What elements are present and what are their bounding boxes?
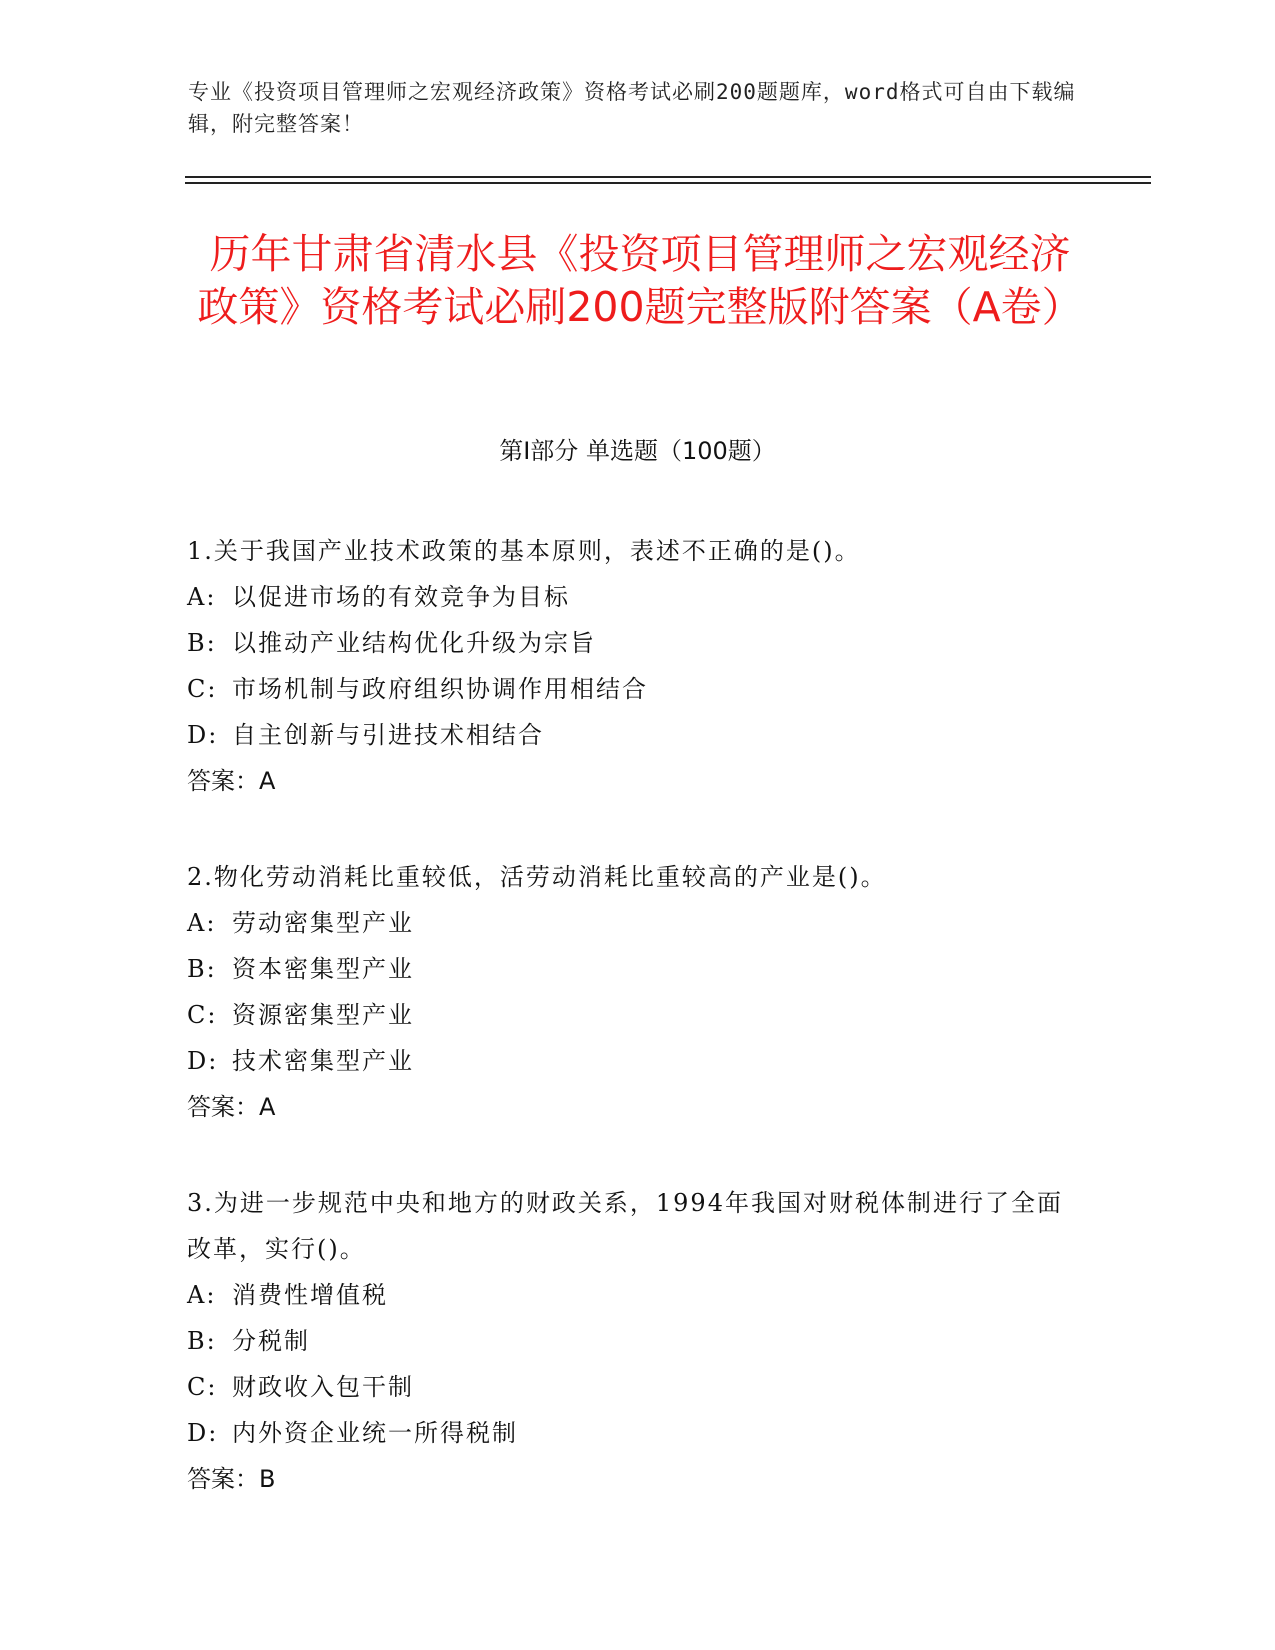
option-text: 内外资企业统一所得税制 [232, 1419, 518, 1447]
option-a [187, 574, 1087, 620]
option-c [187, 992, 1087, 1038]
option-letter: D: [187, 721, 219, 749]
document-title: 历年甘肃省清水县《投资项目管理师之宏观经济政策》资格考试必刷200题完整版附答案（A卷） [197, 230, 1083, 331]
header-note: 专业《投资项目管理师之宏观经济政策》资格考试必刷200题题库，word格式可自由下载编辑，附完整答案！ [188, 80, 1076, 136]
answer-line: 答案：A [187, 1093, 276, 1121]
option-text: 以促进市场的有效竞争为目标 [232, 583, 570, 611]
option-letter: A: [187, 909, 217, 937]
option-letter: B: [187, 955, 217, 983]
answer-line: 答案：A [187, 767, 276, 795]
section-heading: 第Ⅰ部分 单选题（100题） [499, 437, 776, 465]
option-text: 分税制 [232, 1327, 310, 1355]
option-text: 财政收入包干制 [232, 1373, 414, 1401]
option-text: 市场机制与政府组织协调作用相结合 [232, 675, 648, 703]
question-stem: 1.关于我国产业技术政策的基本原则，表述不正确的是()。 [187, 537, 861, 565]
option-text: 劳动密集型产业 [232, 909, 414, 937]
question-stem: 2.物化劳动消耗比重较低，活劳动消耗比重较高的产业是()。 [187, 863, 887, 891]
option-text: 技术密集型产业 [232, 1047, 414, 1075]
option-a [187, 900, 1087, 946]
option-letter: C: [187, 1001, 218, 1029]
option-d [187, 1410, 1087, 1456]
option-letter: C: [187, 675, 218, 703]
answer-line: 答案：B [187, 1465, 276, 1493]
option-text: 资本密集型产业 [232, 955, 414, 983]
option-letter: D: [187, 1047, 219, 1075]
header-divider-bottom [185, 182, 1151, 184]
option-b [187, 620, 1087, 666]
question-list [187, 528, 1087, 1552]
option-text: 消费性增值税 [232, 1281, 388, 1309]
option-text: 以推动产业结构优化升级为宗旨 [232, 629, 596, 657]
question-2 [187, 854, 1087, 1130]
option-letter: A: [187, 583, 217, 611]
option-letter: C: [187, 1373, 218, 1401]
option-letter: B: [187, 629, 217, 657]
question-3 [187, 1180, 1087, 1502]
option-c [187, 666, 1087, 712]
option-text: 自主创新与引进技术相结合 [232, 721, 544, 749]
option-letter: B: [187, 1327, 217, 1355]
option-letter: D: [187, 1419, 219, 1447]
question-stem: 3.为进一步规范中央和地方的财政关系，1994年我国对财税体制进行了全面改革，实行()。 [187, 1189, 1063, 1263]
option-b [187, 946, 1087, 992]
option-b [187, 1318, 1087, 1364]
option-c [187, 1364, 1087, 1410]
option-d [187, 1038, 1087, 1084]
question-1 [187, 528, 1087, 804]
option-text: 资源密集型产业 [232, 1001, 414, 1029]
header-divider-top [185, 176, 1151, 178]
option-a [187, 1272, 1087, 1318]
option-letter: A: [187, 1281, 217, 1309]
option-d [187, 712, 1087, 758]
